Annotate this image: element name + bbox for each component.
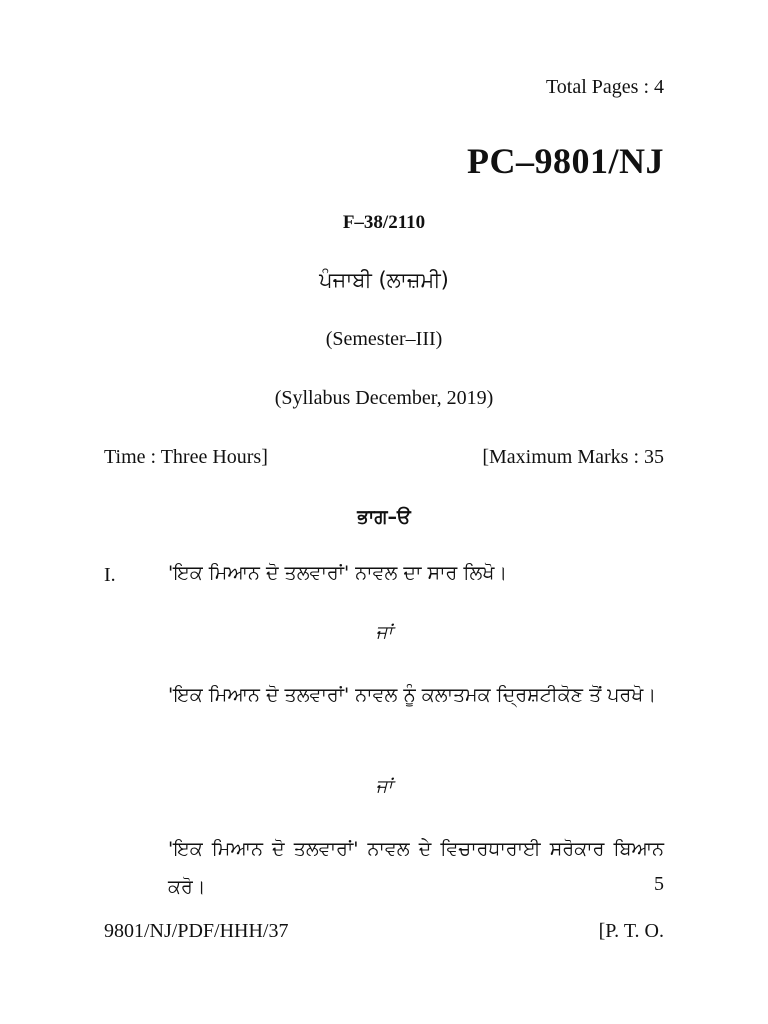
please-turn-over: [P. T. O. [598,920,664,942]
subject-title: ਪੰਜਾਬੀ (ਲਾਜ਼ਮੀ) [319,268,449,292]
paper-code: PC–9801/NJ [467,141,664,181]
total-pages: Total Pages : 4 [545,76,664,98]
or-separator: ਜਾਂ [375,776,393,796]
question-option-1: 'ਇਕ ਮਿਆਨ ਦੋ ਤਲਵਾਰਾਂ' ਨਾਵਲ ਦਾ ਸਾਰ ਲਿਖੋ। [168,562,508,584]
or-separator: ਜਾਂ [375,622,393,642]
question-option-2: 'ਇਕ ਮਿਆਨ ਦੋ ਤਲਵਾਰਾਂ' ਨਾਵਲ ਨੂੰ ਕਲਾਤਮਕ ਦ੍ਰਿਸ਼ਟੀਕੋਣ ਤੋਂ ਪਰਖੋ। [168,684,657,706]
syllabus-label: (Syllabus December, 2019) [274,387,494,409]
document-id: 9801/NJ/PDF/HHH/37 [104,920,289,942]
exam-time: Time : Three Hours] [104,446,268,468]
maximum-marks: [Maximum Marks : 35 [482,446,664,468]
section-title: ਭਾਗ–ੳ [357,506,411,528]
question-option-3: 'ਇਕ ਮਿਆਨ ਦੋ ਤਲਵਾਰਾਂ' ਨਾਵਲ ਦੇ ਵਿਚਾਰਧਾਰਾਈ ਸਰੋਕਾਰ ਬਿਆਨ ਕਰੋ। [168,838,664,898]
question-marks: 5 [654,873,664,895]
semester-label: (Semester–III) [325,328,443,350]
exam-code: F–38/2110 [342,212,426,233]
question-number: I. [104,564,116,586]
